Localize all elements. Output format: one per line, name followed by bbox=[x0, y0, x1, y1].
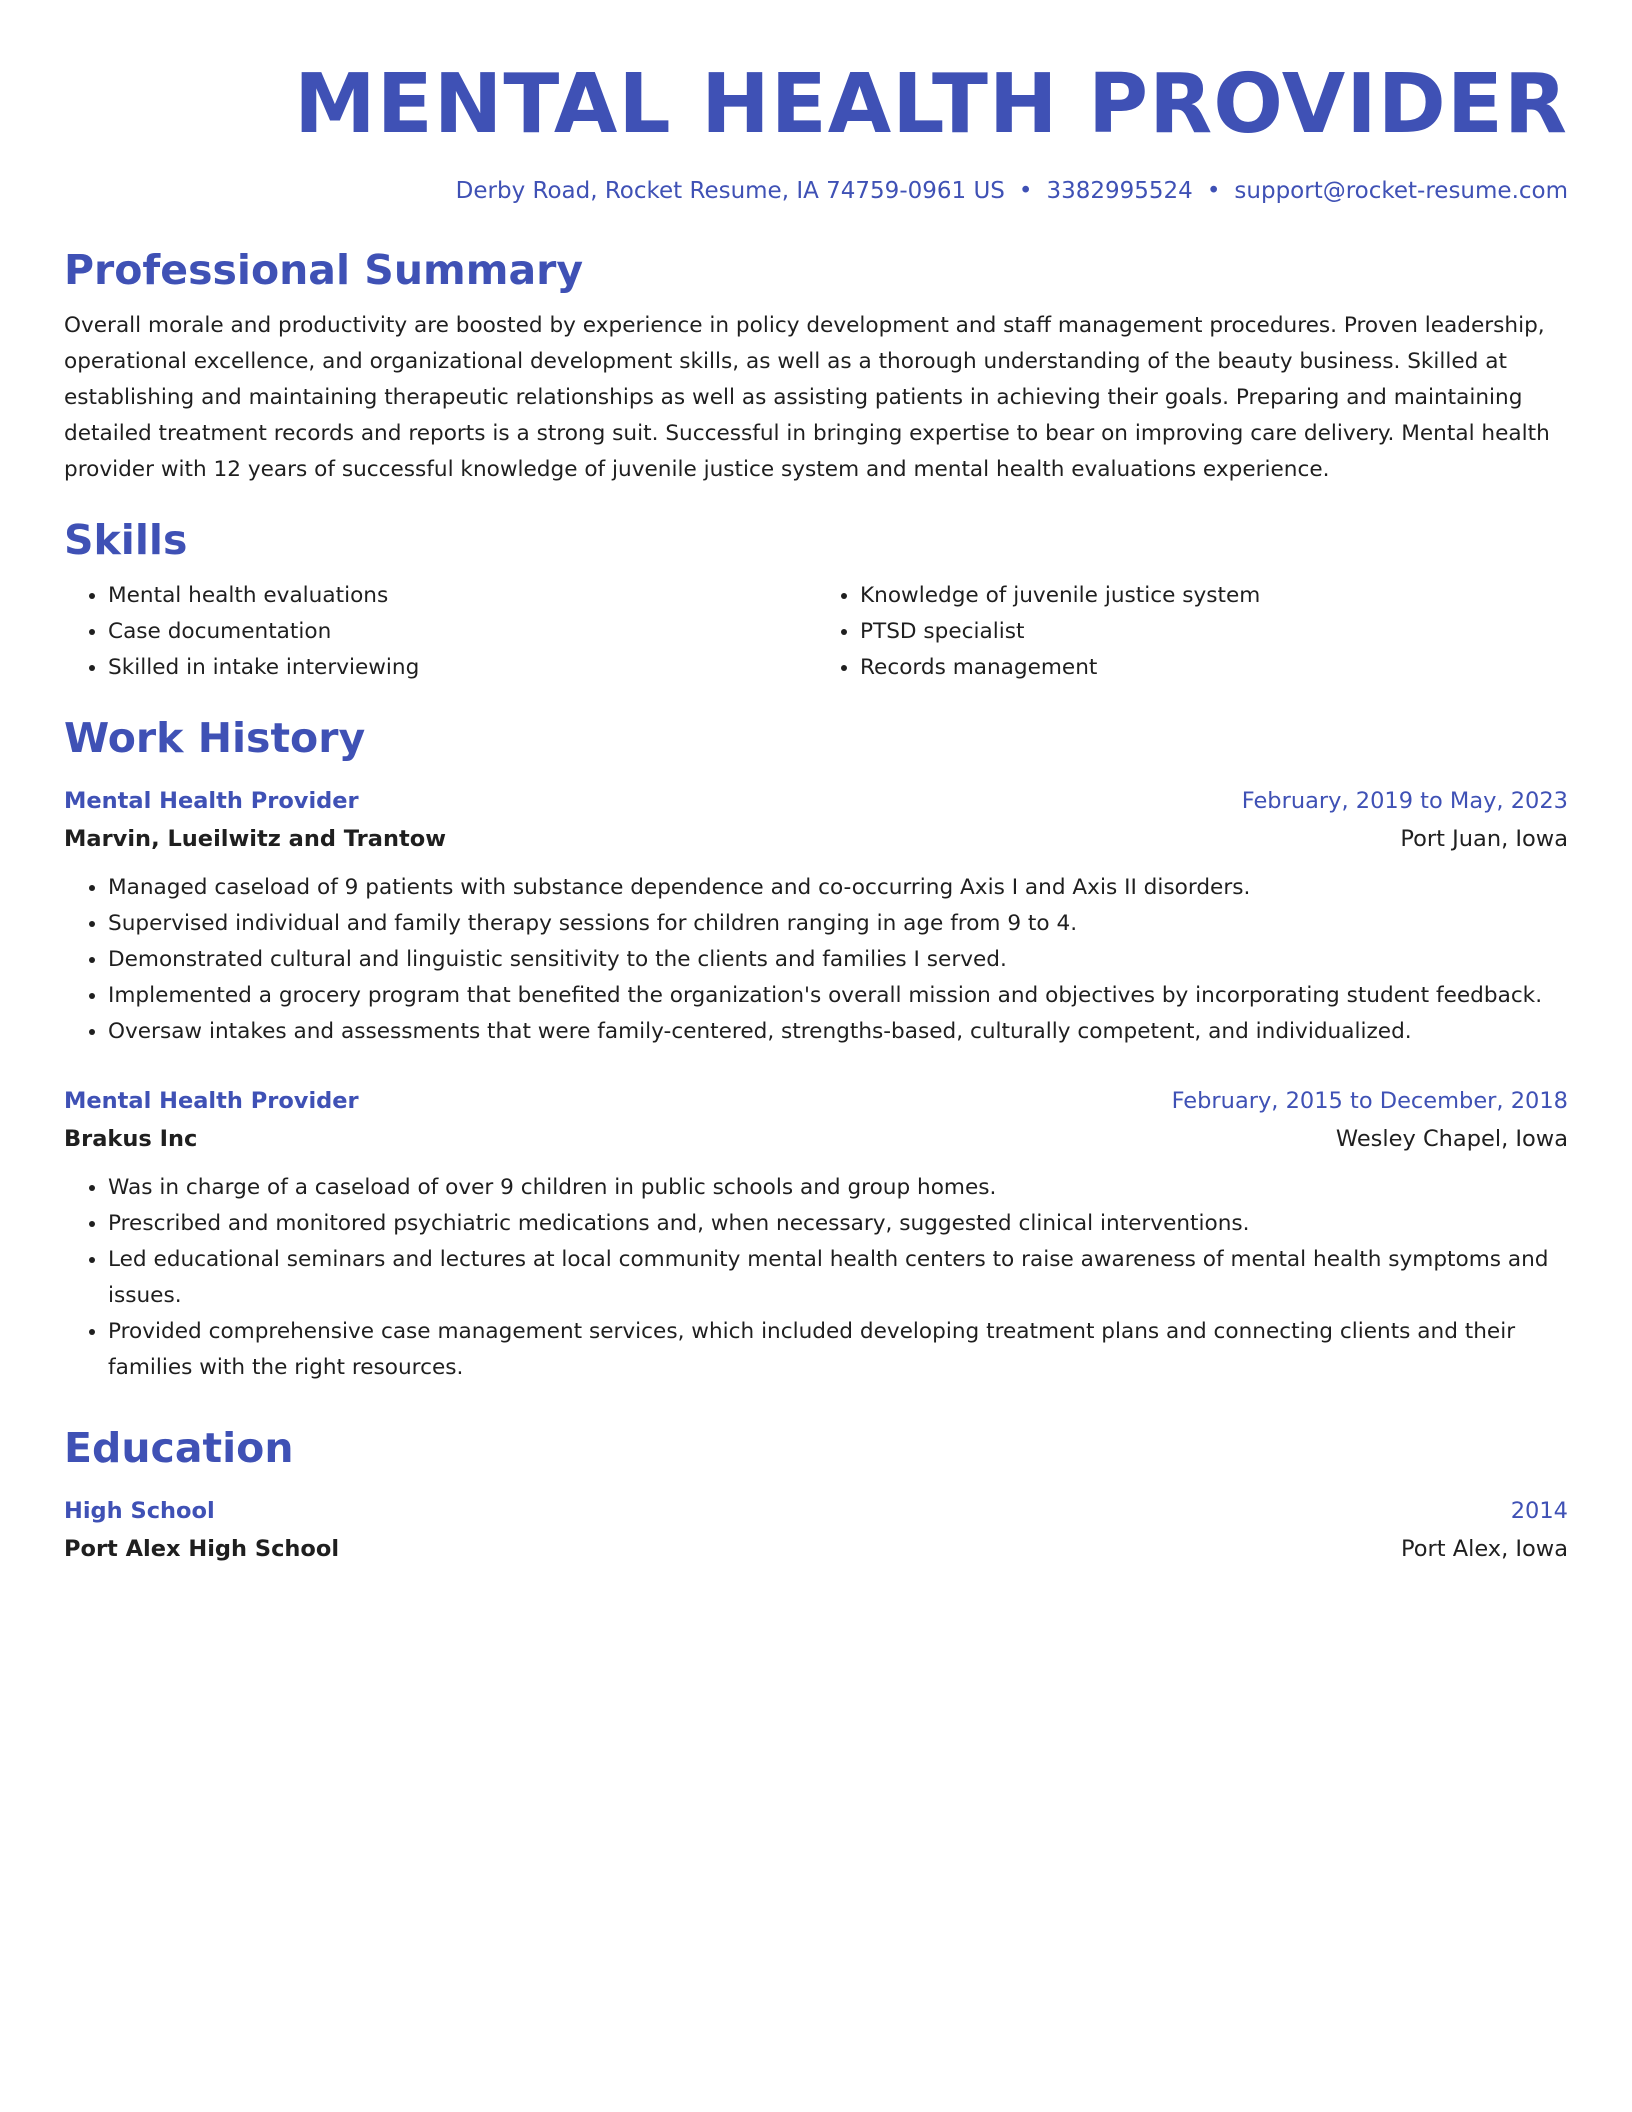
job-entry bbox=[64, 782, 1568, 1050]
skill-item: • Knowledge of juvenile justice system bbox=[860, 578, 1568, 614]
resume-page bbox=[64, 50, 1568, 1568]
job-subheader bbox=[64, 1120, 1568, 1158]
duty-item: • Implemented a grocery program that benefited the organization's overall mission and objectives by incorporating student feedback. bbox=[108, 978, 1568, 1014]
summary-text: Overall morale and productivity are boosted by experience in policy development and staff management procedures. Proven leadership, operational excellence, and organizational development skills, as well as a thorough understanding of the beauty business. Skilled at establishing and maintaining therapeutic relationships as well as assisting patients in achieving their goals. Preparing and maintaining detailed treatment records and reports is a strong suit. Successful in bringing expertise to bear on improving care delivery. Mental health provider with 12 years of successful knowledge of juvenile justice system and mental health evaluations experience. bbox=[64, 313, 1550, 482]
skills-column-left bbox=[64, 578, 816, 686]
section-title-summary: Professional Summary bbox=[64, 246, 584, 294]
skill-item: • Mental health evaluations bbox=[108, 578, 816, 614]
job-dates: February, 2015 to December, 2018 bbox=[1171, 1088, 1568, 1114]
education-school: Port Alex High School bbox=[64, 1536, 340, 1562]
education-entry bbox=[64, 1492, 1568, 1568]
skill-item: • Records management bbox=[860, 650, 1568, 686]
skill-item: • Skilled in intake interviewing bbox=[108, 650, 816, 686]
contact-line bbox=[64, 174, 1568, 208]
job-role: Mental Health Provider bbox=[64, 788, 359, 814]
job-header bbox=[64, 782, 1568, 820]
job-subheader bbox=[64, 820, 1568, 858]
education-location: Port Alex, Iowa bbox=[1400, 1536, 1568, 1562]
job-header bbox=[64, 1082, 1568, 1120]
duty-item: • Demonstrated cultural and linguistic sensitivity to the clients and families I served. bbox=[108, 942, 1568, 978]
education-subheader bbox=[64, 1530, 1568, 1568]
education-header bbox=[64, 1492, 1568, 1530]
section-title-skills: Skills bbox=[64, 516, 188, 564]
education-degree: High School bbox=[64, 1498, 215, 1524]
job-employer: Marvin, Lueilwitz and Trantow bbox=[64, 826, 446, 852]
contact-separator: • bbox=[1206, 178, 1221, 204]
skill-item: • PTSD specialist bbox=[860, 614, 1568, 650]
contact-separator: • bbox=[1018, 178, 1033, 204]
duty-item: • Oversaw intakes and assessments that were family-centered, strengths-based, culturally competent, and individualized. bbox=[108, 1014, 1568, 1050]
education-year: 2014 bbox=[1510, 1498, 1568, 1524]
duty-item: • Prescribed and monitored psychiatric medications and, when necessary, suggested clinical interventions. bbox=[108, 1206, 1568, 1242]
job-location: Wesley Chapel, Iowa bbox=[1335, 1126, 1568, 1152]
resume-title: MENTAL HEALTH PROVIDER bbox=[294, 57, 1568, 152]
section-title-work-history: Work History bbox=[64, 714, 366, 762]
skill-item: • Case documentation bbox=[108, 614, 816, 650]
job-entry bbox=[64, 1082, 1568, 1386]
job-employer: Brakus Inc bbox=[64, 1126, 198, 1152]
contact-phone: 3382995524 bbox=[1046, 178, 1193, 204]
skills-list bbox=[64, 578, 1568, 686]
job-role: Mental Health Provider bbox=[64, 1088, 359, 1114]
skills-column-right bbox=[816, 578, 1568, 686]
duty-item: • Provided comprehensive case management services, which included developing treatment plans and connecting clients and their families with the right resources. bbox=[108, 1314, 1568, 1386]
contact-address: Derby Road, Rocket Resume, IA 74759-0961 US bbox=[455, 178, 1005, 204]
job-duties bbox=[64, 1170, 1568, 1386]
section-title-education: Education bbox=[64, 1424, 294, 1472]
duty-item: • Led educational seminars and lectures at local community mental health centers to raise awareness of mental health symptoms and issues. bbox=[108, 1242, 1568, 1314]
duty-item: • Was in charge of a caseload of over 9 children in public schools and group homes. bbox=[108, 1170, 1568, 1206]
duty-item: • Supervised individual and family therapy sessions for children ranging in age from 9 to 4. bbox=[108, 906, 1568, 942]
contact-email: support@rocket-resume.com bbox=[1234, 178, 1568, 204]
job-location: Port Juan, Iowa bbox=[1400, 826, 1568, 852]
job-duties bbox=[64, 870, 1568, 1050]
duty-item: • Managed caseload of 9 patients with substance dependence and co-occurring Axis I and Axis II disorders. bbox=[108, 870, 1568, 906]
job-dates: February, 2019 to May, 2023 bbox=[1241, 788, 1568, 814]
